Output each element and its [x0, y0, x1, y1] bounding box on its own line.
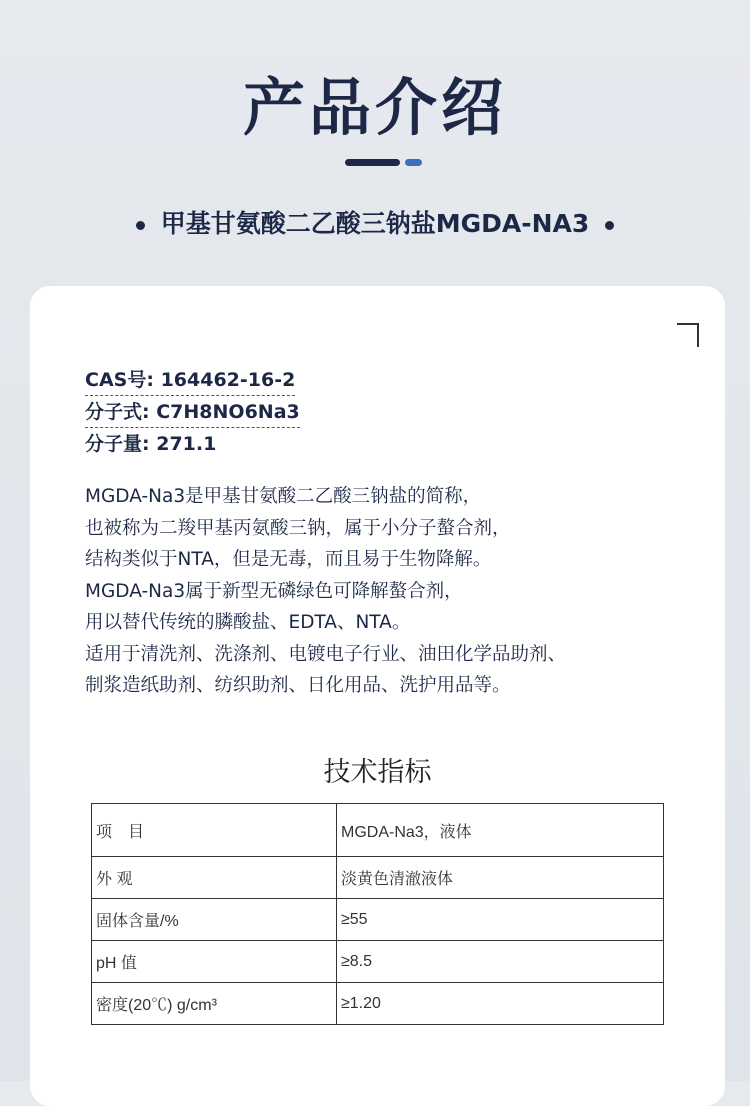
corner-mark-icon	[677, 323, 699, 347]
spec-title: 技术指标	[323, 757, 432, 788]
description-line: 制浆造纸助剂、纺织助剂、日化用品、洗护用品等。	[85, 675, 511, 696]
bullet-icon	[136, 221, 145, 230]
prop-weight: 分子量: 271.1	[85, 433, 217, 455]
description-line: 结构类似于NTA，但是无毒，而且易于生物降解。	[85, 549, 492, 570]
divider-accent	[405, 159, 422, 166]
table-row: 外 观 淡黄色清澈液体	[92, 857, 664, 899]
description-line: MGDA-Na3属于新型无磷绿色可降解螯合剂，	[85, 580, 463, 602]
prop-cas: CAS号: 164462-16-2	[85, 365, 295, 396]
description	[85, 481, 566, 702]
product-name-text: 甲基甘氨酸二乙酸三钠盐MGDA-NA3	[160, 209, 590, 238]
product-name	[0, 204, 750, 240]
table-row: 密度(20℃) g/cm³ ≥1.20	[92, 983, 664, 1025]
description-line: 用以替代传统的膦酸盐、EDTA、NTA。	[85, 612, 411, 633]
spec-table	[91, 803, 664, 1025]
content-card	[30, 286, 725, 1106]
description-line: 适用于清洗剂、洗涤剂、电镀电子行业、油田化学品助剂、	[85, 643, 567, 665]
divider-bar	[345, 159, 400, 166]
description-line: 也被称为二羧甲基丙氨酸三钠，属于小分子螯合剂，	[85, 517, 511, 539]
table-row: pH 值 ≥8.5	[92, 941, 664, 983]
prop-formula: 分子式: C7H8NO6Na3	[85, 397, 300, 428]
page-title: 产品介绍	[242, 71, 507, 144]
bullet-icon	[605, 221, 614, 230]
table-row: 固体含量/% ≥55	[92, 899, 664, 941]
description-line: MGDA-Na3是甲基甘氨酸二乙酸三钠盐的简称，	[85, 486, 482, 507]
table-row: 项 目 MGDA-Na3，液体	[92, 804, 664, 857]
